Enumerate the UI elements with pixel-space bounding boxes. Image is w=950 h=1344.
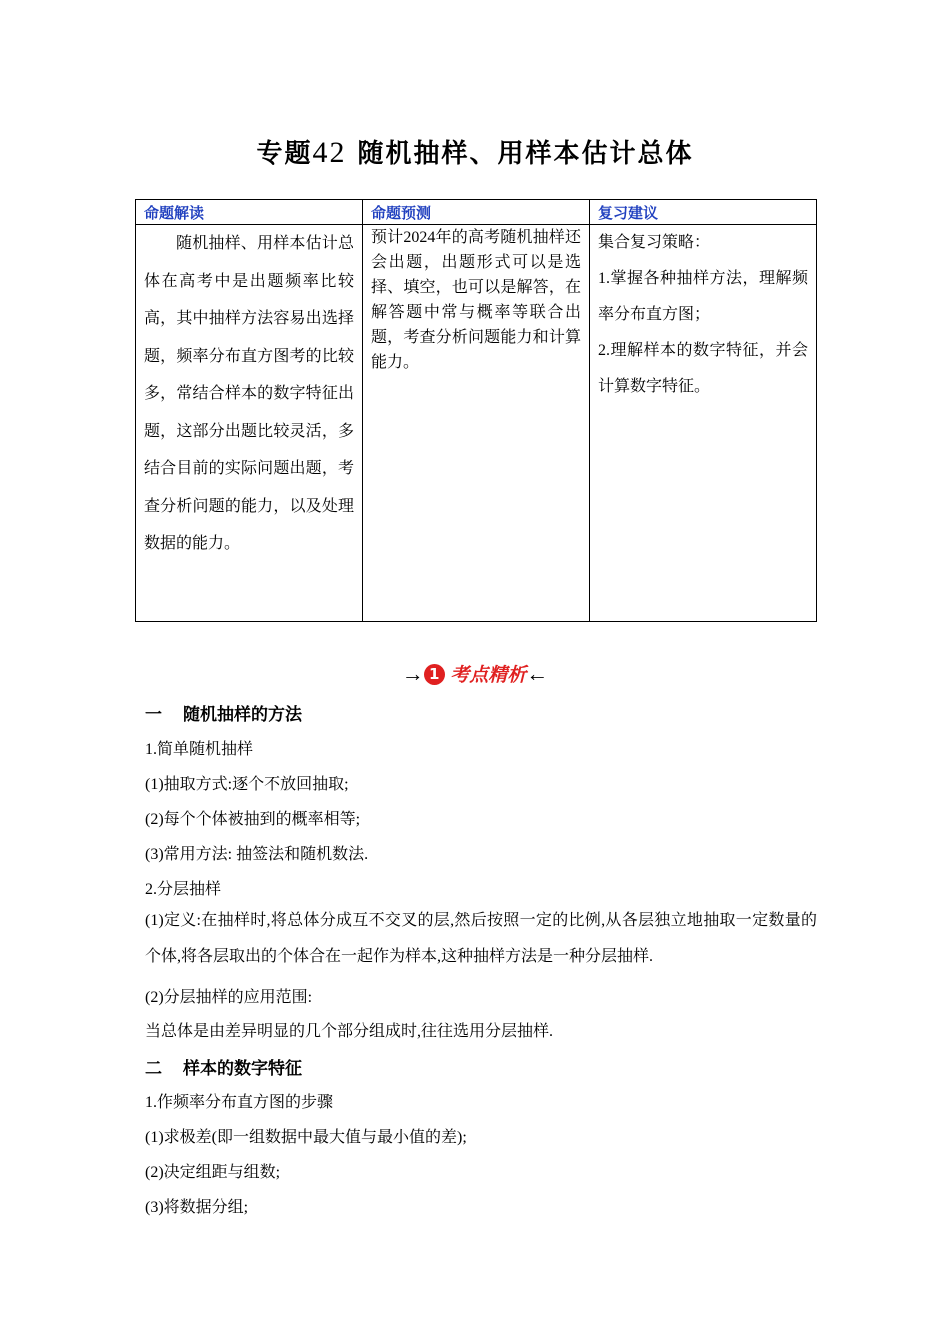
text-line: (2)每个个体被抽到的概率相等; [145,811,361,828]
text-line: (2)分层抽样的应用范围: [145,989,313,1006]
text-line: (3)将数据分组; [145,1199,249,1216]
section-heading: 一 随机抽样的方法 [145,705,302,725]
number-one-icon: 1 [424,664,445,685]
overview-table [135,199,817,622]
section-banner: → 1 考点精析← [401,661,549,686]
paragraph: (1)定义:在抽样时,将总体分成互不交叉的层,然后按照一定的比例,从各层独立地抽取一定数量的个体,将各层取出的个体合在一起作为样本,这种抽样方法是一种分层抽样. [145,912,817,965]
page-title: 专题42 随机抽样、用样本估计总体 [256,136,694,169]
text-line: (3)常用方法: 抽签法和随机数法. [145,846,369,863]
text-line: (1)求极差(即一组数据中最大值与最小值的差); [145,1129,467,1146]
text-line: 1.简单随机抽样 [145,741,254,758]
header-review-advice: 复习建议 [590,200,817,225]
text-line: (1)抽取方式:逐个不放回抽取; [145,776,349,793]
text-line: 2.分层抽样 [145,881,222,898]
header-prediction: 命题预测 [363,200,590,225]
header-interpretation: 命题解读 [136,200,363,225]
cell-prediction: 预计2024年的高考随机抽样还会出题，出题形式可以是选择、填空，也可以是解答，在解答题中常与概率等联合出题，考查分析问题能力和计算能力。 [363,225,590,622]
cell-interpretation: 随机抽样、用样本估计总体在高考中是出题频率比较高，其中抽样方法容易出选择题，频率分布直方图考的比较多，常结合样本的数字特征出题，这部分出题比较灵活，多结合目前的实际问题出题，考查分析问题的能力，以及处理数据的能力。 [136,225,363,622]
text-line: 当总体是由差异明显的几个部分组成时,往往选用分层抽样. [145,1023,554,1040]
section-heading: 二 样本的数字特征 [145,1059,302,1079]
cell-review-advice: 集合复习策略： 1.掌握各种抽样方法，理解频率分布直方图； 2.理解样本的数字特征，并会计算数字特征。 [590,225,817,622]
topic-number: 42 [312,136,347,169]
text-line: (2)决定组距与组数; [145,1164,281,1181]
text-line: 1.作频率分布直方图的步骤 [145,1094,334,1111]
